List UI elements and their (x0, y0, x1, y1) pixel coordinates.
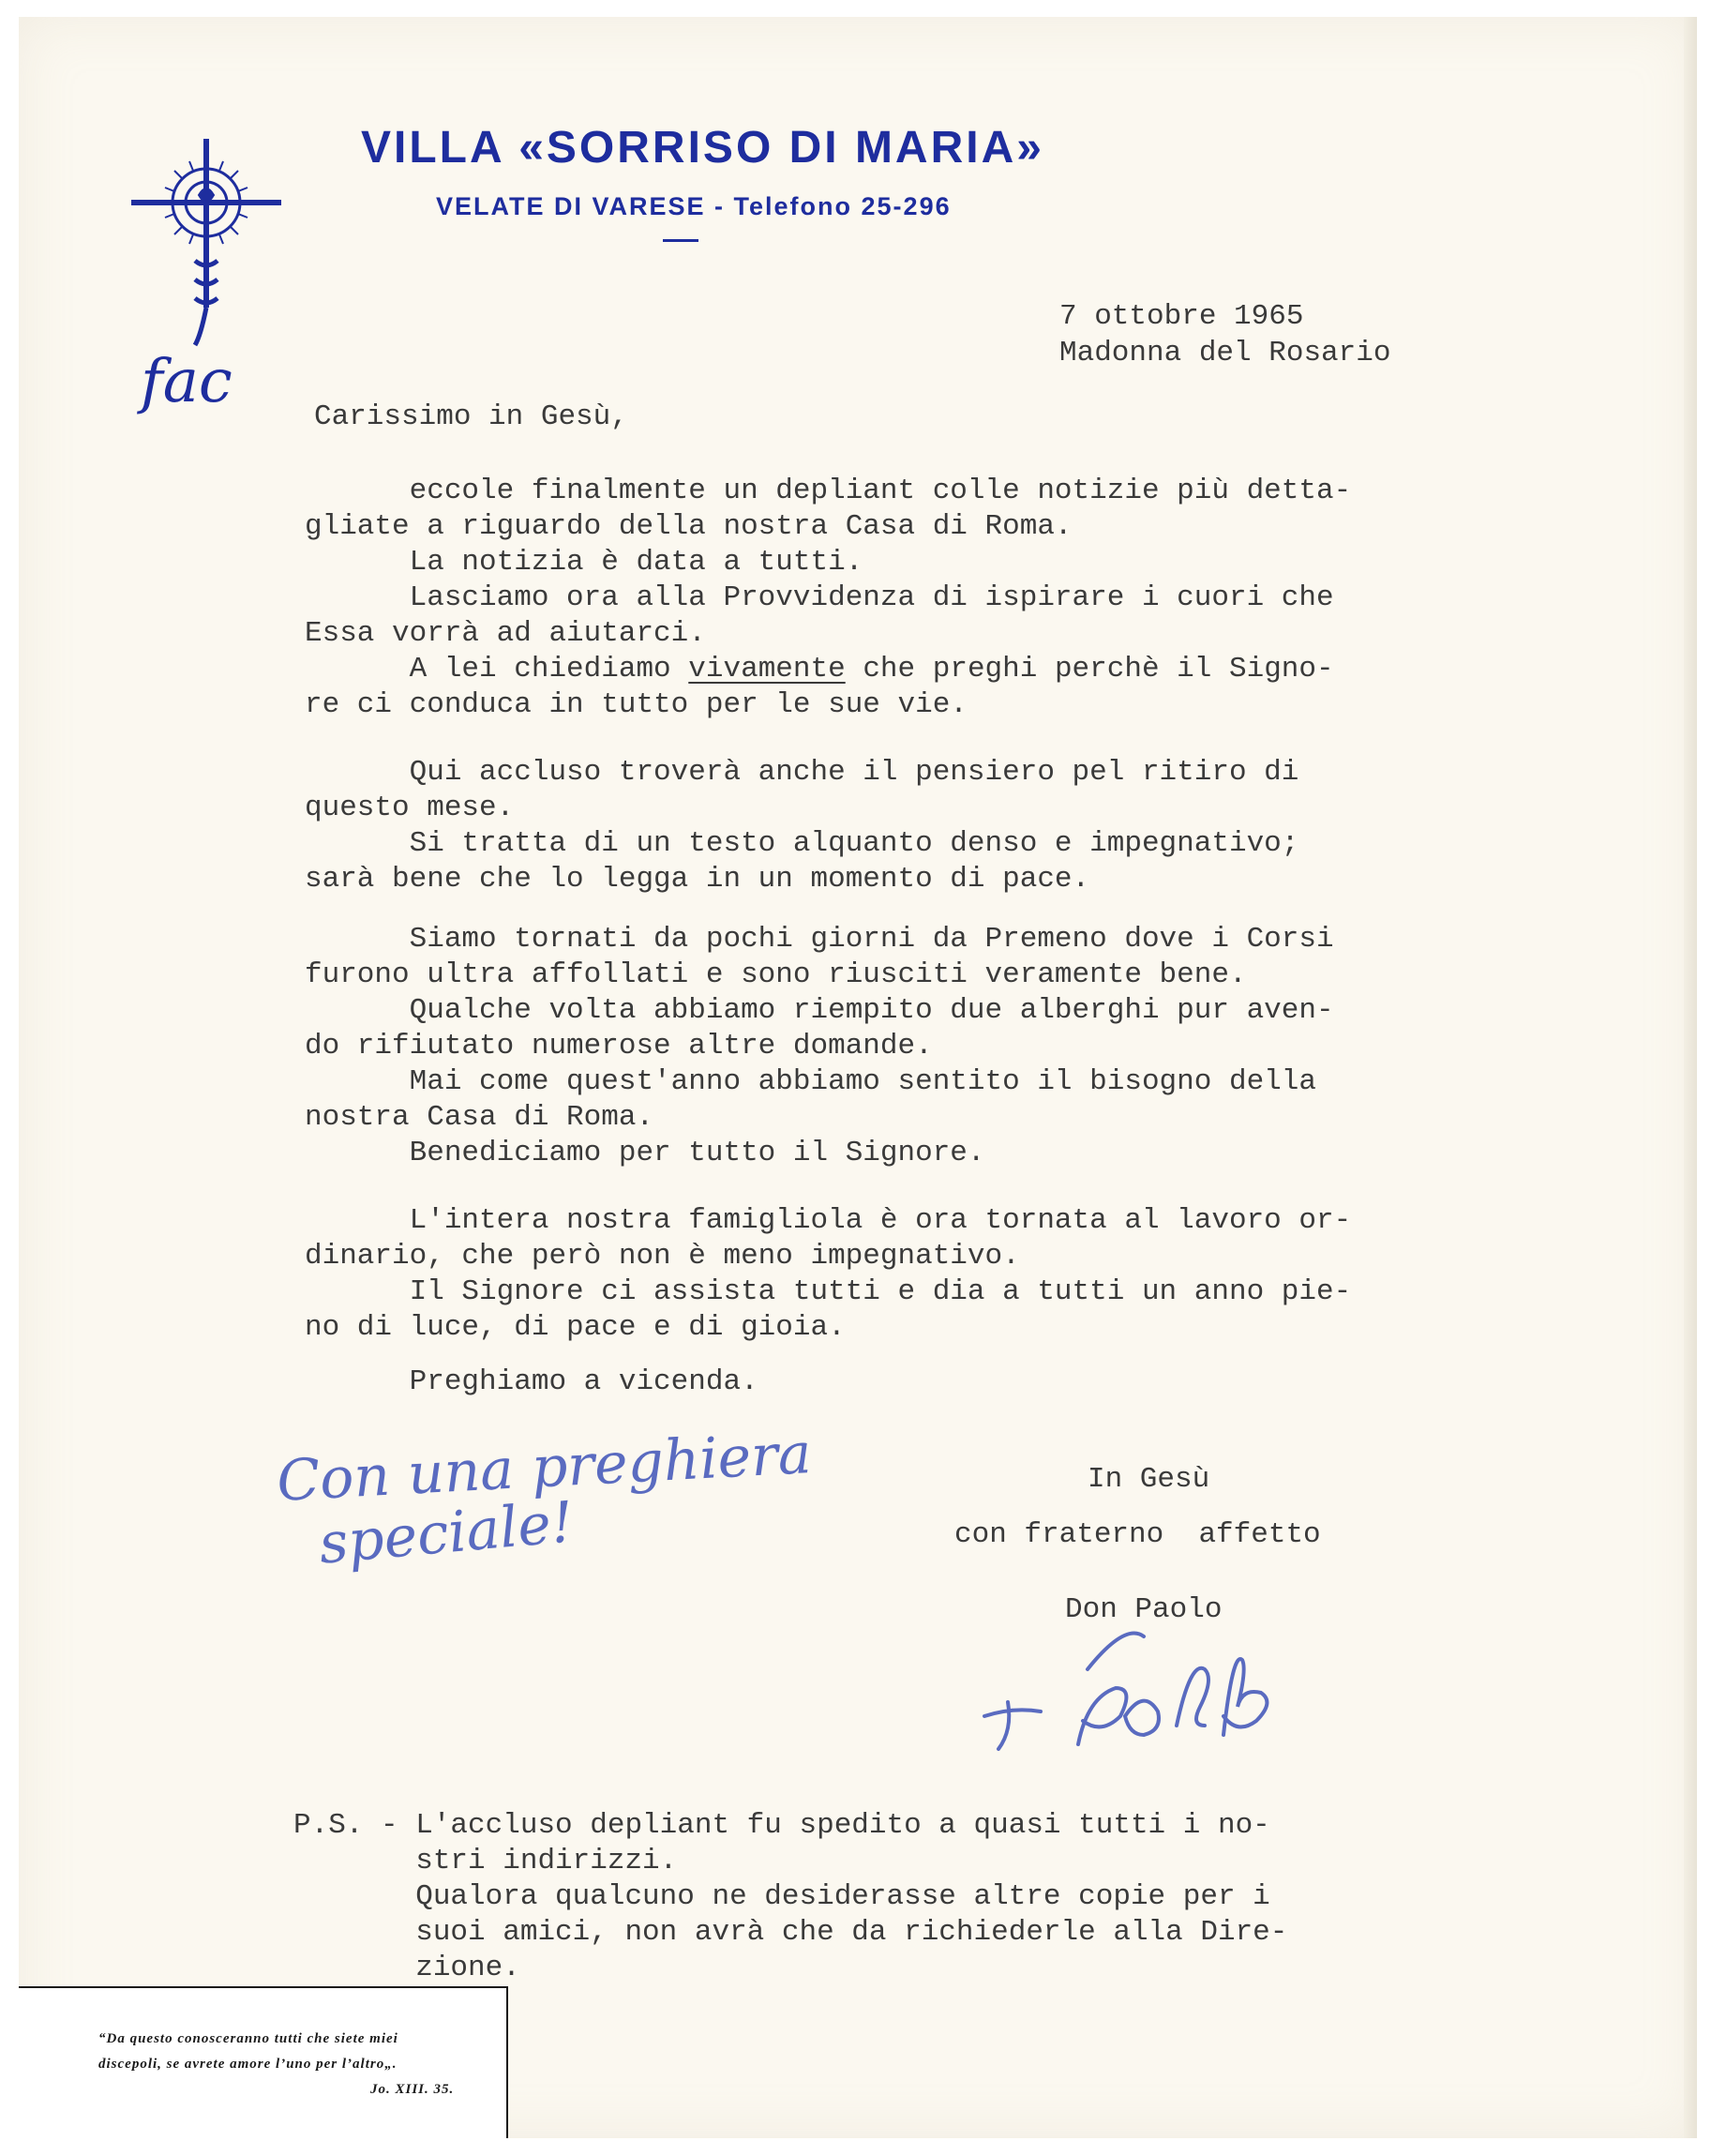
body-line: Lasciamo ora alla Provvidenza di ispirare i cuori che (305, 581, 1334, 614)
postscript-line: suoi amici, non avrà che da richiederle alla Dire- (293, 1916, 1288, 1949)
letter-feast-day: Madonna del Rosario (1059, 337, 1391, 369)
body-paragraph-3 (305, 922, 1523, 1171)
postscript (293, 1808, 1512, 1986)
body-line: Preghiamo a vicenda. (305, 1365, 758, 1398)
postscript-line: stri indirizzi. (293, 1845, 678, 1877)
closing-line-2: con fraterno affetto (954, 1518, 1321, 1551)
letterhead-address-phone: VELATE DI VARESE - Telefono 25-296 (436, 192, 952, 220)
postscript-line: Qualora qualcuno ne desiderasse altre copie per i (293, 1880, 1270, 1913)
body-line: Qualche volta abbiamo riempito due alberghi pur aven- (305, 994, 1334, 1027)
body-line: La notizia è data a tutti. (305, 546, 863, 579)
footer-quote-line-1: “Da questo conosceranno tutti che siete miei (98, 2031, 398, 2046)
body-paragraph-2 (305, 755, 1523, 897)
body-line: Qui accluso troverà anche il pensiero pel ritiro di (305, 756, 1299, 789)
body-text: che preghi perchè il Signo- (845, 653, 1334, 686)
body-line: questo mese. (305, 792, 515, 824)
body-line: Mai come quest'anno abbiamo sentito il bisogno della (305, 1065, 1316, 1098)
body-line: do rifiutato numerose altre domande. (305, 1030, 933, 1063)
postscript-line: zione. (293, 1952, 520, 1984)
postscript-line: P.S. - L'accluso depliant fu spedito a quasi tutti i no- (293, 1809, 1270, 1842)
body-line: Benediciamo per tutto il Signore. (305, 1137, 985, 1169)
body-line: Si tratta di un testo alquanto denso e impegnativo; (305, 827, 1299, 860)
closing-line-1: In Gesù (1088, 1463, 1210, 1496)
fac-logo-text: fac (141, 347, 233, 416)
body-line: no di luce, di pace e di gioia. (305, 1311, 846, 1344)
body-paragraph-1 (305, 474, 1523, 723)
body-paragraph-4 (305, 1203, 1523, 1346)
body-line: furono ultra affollati e sono riusciti veramente bene. (305, 958, 1247, 991)
body-line: nostra Casa di Roma. (305, 1101, 654, 1134)
body-paragraph-5 (305, 1364, 1523, 1400)
body-line: Siamo tornati da pochi giorni da Premeno dove i Corsi (305, 923, 1334, 956)
handwritten-note-line-2: speciale! (316, 1489, 577, 1577)
fac-emblem-logo (113, 120, 300, 430)
handwritten-signature (966, 1613, 1294, 1772)
body-text: A lei chiediamo (305, 653, 689, 686)
body-line: sarà bene che lo legga in un momento di pace. (305, 863, 1090, 896)
letterhead-title: VILLA «SORRISO DI MARIA» (361, 123, 1044, 173)
footer-quote-reference: Jo. XIII. 35. (370, 2082, 455, 2097)
body-line: gliate a riguardo della nostra Casa di Roma. (305, 510, 1073, 543)
body-line: Il Signore ci assista tutti e dia a tutti un anno pie- (305, 1275, 1352, 1308)
body-line: re ci conduca in tutto per le sue vie. (305, 688, 968, 721)
letter-date: 7 ottobre 1965 (1059, 300, 1304, 333)
body-line (305, 652, 1523, 687)
paper-edge (1684, 17, 1697, 2138)
footer-quote-line-2: discepoli, se avrete amore l’uno per l’altro„. (98, 2057, 398, 2072)
signature-text: D. Paolo (966, 1613, 970, 1614)
body-line: eccole finalmente un depliant colle notizie più detta- (305, 475, 1352, 507)
footer-quote-box (19, 1986, 508, 2138)
body-line: Essa vorrà ad aiutarci. (305, 617, 706, 650)
signatory-name: Don Paolo (1065, 1593, 1223, 1626)
handwritten-note-line-1: Con una preghiera (275, 1421, 814, 1515)
body-line: dinario, che però non è meno impegnativo. (305, 1240, 1020, 1273)
underlined-word: vivamente (688, 653, 846, 686)
letterhead-divider (663, 239, 698, 242)
salutation: Carissimo in Gesù, (314, 400, 628, 433)
body-line: L'intera nostra famigliola è ora tornata al lavoro or- (305, 1204, 1352, 1237)
